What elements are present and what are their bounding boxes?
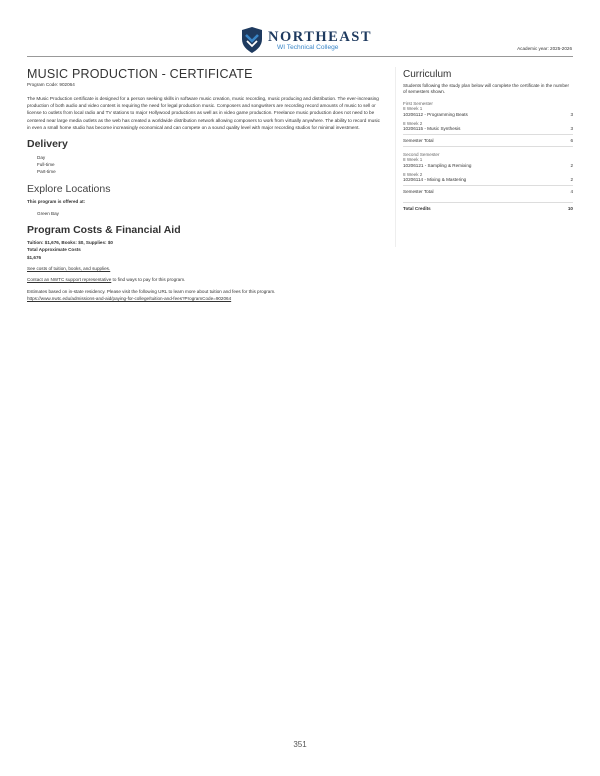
tuition-line: Tuition: $1,676, Books: $0, Supplies: $0 xyxy=(27,240,113,246)
logo-name: NORTHEAST xyxy=(268,29,373,45)
semester-total-value: 6 xyxy=(570,138,573,144)
delivery-item: Part-time xyxy=(37,169,56,175)
divider xyxy=(403,202,573,203)
course-name: 10206112 - Programming Beats xyxy=(403,111,468,117)
total-costs-value: $1,676 xyxy=(27,254,42,260)
course-credits: 2 xyxy=(570,162,573,168)
semester-total-row xyxy=(403,138,573,143)
total-credits-row xyxy=(403,206,573,211)
column-divider xyxy=(395,67,396,247)
semester-total-row xyxy=(403,189,573,194)
course-credits: 2 xyxy=(570,177,573,183)
header-divider xyxy=(27,56,573,57)
estimates-note: Estimates based on in-state residency. Please visit the following URL to learn more about tuition and fees for this program. xyxy=(27,288,276,294)
curriculum-heading: Curriculum xyxy=(403,69,452,80)
delivery-heading: Delivery xyxy=(27,138,68,151)
divider xyxy=(403,146,573,147)
see-costs-link[interactable]: See costs of tuition, books, and supplies. xyxy=(27,266,111,272)
location-item[interactable]: Green Bay xyxy=(37,210,59,216)
delivery-item: Full-time xyxy=(37,162,55,168)
semester-total-label: Semester Total xyxy=(403,189,434,195)
shield-logo-icon xyxy=(240,27,264,53)
delivery-list xyxy=(37,154,387,176)
contact-line-rest: to find ways to pay for this program. xyxy=(111,277,186,283)
course-name: 10206114 - Mixing & Mastering xyxy=(403,177,467,183)
tuition-fees-url[interactable]: https://www.nwtc.edu/admissions-and-aid/paying-for-college/tuition-and-fees?ProgramCode=902064 xyxy=(27,295,232,301)
logo-subtitle: WI Technical College xyxy=(277,44,339,51)
contact-support-link[interactable]: Contact an NWTC support representative xyxy=(27,277,112,283)
course-row xyxy=(403,126,573,131)
course-credits: 3 xyxy=(570,111,573,117)
course-credits: 3 xyxy=(570,126,573,132)
divider xyxy=(403,185,573,186)
course-row xyxy=(403,177,573,182)
program-title: MUSIC PRODUCTION - CERTIFICATE xyxy=(27,67,253,81)
course-name: 10206121 - Sampling & Remixing xyxy=(403,162,472,168)
course-row xyxy=(403,163,573,168)
page-number: 351 xyxy=(293,740,307,749)
divider xyxy=(403,134,573,135)
college-logo xyxy=(240,27,373,55)
week-label: 8 Week 2 xyxy=(403,171,423,177)
academic-year: Academic year: 2025-2026 xyxy=(517,46,572,51)
curriculum-panel xyxy=(403,69,573,211)
semester-total-value: 4 xyxy=(570,189,573,195)
week-label: 8 Week 1 xyxy=(403,157,423,163)
main-content xyxy=(27,67,387,302)
total-credits-value: 10 xyxy=(567,206,573,212)
curriculum-intro: Students following the study plan below will complete the certificate in the number of semesters shown. xyxy=(403,83,569,94)
total-costs-label: Total Approximate Costs xyxy=(27,247,81,253)
course-name: 10206115 - Music Synthesis xyxy=(403,126,461,132)
delivery-item: Day xyxy=(37,155,46,161)
semester-label: Second Semester xyxy=(403,152,440,158)
locations-list xyxy=(37,210,387,217)
semester-label: First Semester xyxy=(403,101,433,106)
costs-heading: Program Costs & Financial Aid xyxy=(27,224,181,237)
contact-line xyxy=(27,276,387,283)
offered-at-label: This program is offered at: xyxy=(27,198,86,204)
week-label: 8 Week 1 xyxy=(403,106,423,112)
course-row xyxy=(403,112,573,117)
total-credits-label: Total Credits xyxy=(403,206,431,212)
week-label: 8 Week 2 xyxy=(403,120,423,126)
semester-total-label: Semester Total xyxy=(403,138,434,144)
locations-heading: Explore Locations xyxy=(27,182,111,195)
program-code: Program Code: 902064 xyxy=(27,82,75,87)
program-description: The Music Production certificate is designed for a person seeking skills in software music creation, music recording, music producing and distribution. The ever-increasing production of both audio and video content is requiring the need for legal production music. Composers and songwriters are recording record amounts of music to sell or license to outlets from local radio and TV stations to major Hollywood productions as well as in video game production. Freelance music production does not need to be centered near large media outlets as the web has created a worldwide distribution network allowing composers to work from virtually anywhere. The ability to record music in even a small home studio has become increasingly economical and can compete on a sound quality level with major recording studios for minimal investment. xyxy=(27,96,380,130)
